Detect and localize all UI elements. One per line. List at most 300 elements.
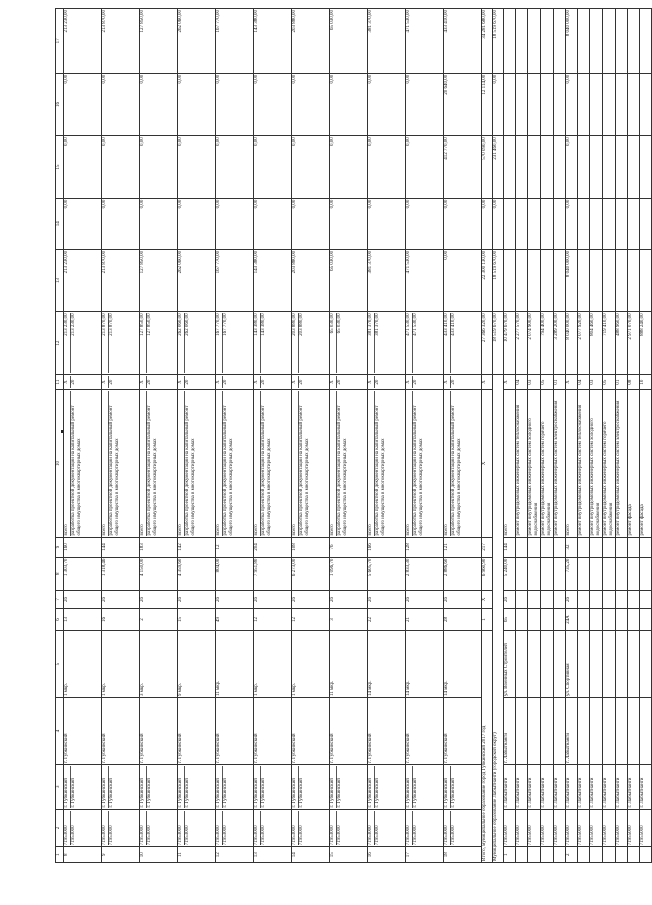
works-cell: ремонт внутридомовых инженерных систем теплоснабжения xyxy=(578,390,590,537)
total-value-cell: 1 xyxy=(482,608,493,630)
owners-cell: 0,00 xyxy=(566,73,578,135)
municipality-cell: г. Лабытнанги xyxy=(578,764,590,809)
cell-line: 71953000 xyxy=(254,825,259,846)
row-number-cell: 16 xyxy=(368,847,406,863)
total-value-cell: X xyxy=(482,374,493,390)
empty-cell xyxy=(541,9,554,74)
empty-cell xyxy=(541,608,554,630)
local-budget-cell: 0,00 xyxy=(330,136,368,198)
empty-cell xyxy=(603,537,616,557)
residents-cell: 108 xyxy=(292,537,330,557)
works-cell: ремонт внутридомовых инженерных систем холодного водоснабжения xyxy=(528,390,541,537)
oktmo-cell: 71955000 xyxy=(603,809,616,847)
table-row xyxy=(541,9,554,863)
cell-line: 167 770,00 xyxy=(222,313,229,372)
work-code-cell xyxy=(216,374,254,390)
owners-cell: 0,00 xyxy=(140,73,178,135)
total-label-cell: Муниципальное образование Лабытнанги (городской округ) xyxy=(493,374,504,862)
owners-cell: 0,00 xyxy=(216,73,254,135)
works-cell: ремонт фасада xyxy=(640,390,652,537)
cell-line: г. Губкинский xyxy=(330,778,335,808)
municipality-cell: г. Лабытнанги xyxy=(566,764,578,809)
cell-line: 20 xyxy=(146,376,153,389)
oktmo-cell xyxy=(64,809,102,847)
cost-cell: 2 077 920,00 xyxy=(578,312,590,374)
cost-cell xyxy=(292,312,330,374)
cell-line: 71953000 xyxy=(108,811,115,846)
cell-line: X xyxy=(64,380,69,384)
empty-cell xyxy=(640,847,652,863)
row-number-cell: 11 xyxy=(178,847,216,863)
empty-cell xyxy=(590,198,603,249)
works-cell xyxy=(444,390,482,537)
area-cell: 5 240,00 xyxy=(504,557,516,590)
column-7-cell: 2б xyxy=(444,591,482,609)
total-value-cell: 217 xyxy=(482,537,493,557)
empty-cell xyxy=(516,249,528,311)
empty-cell xyxy=(603,9,616,74)
area-cell: 5 605,70 xyxy=(368,557,406,590)
empty-cell xyxy=(628,9,640,74)
cell-line: X xyxy=(330,380,335,384)
works-cell: ремонт внутридомовых инженерных систем теплоснабжения xyxy=(516,390,528,537)
work-code-cell xyxy=(406,374,444,390)
oktmo-cell xyxy=(444,809,482,847)
oktmo-cell xyxy=(406,809,444,847)
works-cell xyxy=(406,390,444,537)
fund-cell: 213 230,00 xyxy=(64,249,102,311)
total-label-cell: Итого, муниципальное образование город Губкинский 2017 год xyxy=(482,631,493,863)
empty-cell xyxy=(541,698,554,765)
cell-line: 203 880,00 xyxy=(298,313,305,372)
total-value-cell: 0,00 xyxy=(482,198,493,249)
residents-cell: 142 xyxy=(178,537,216,557)
local-budget-cell: 0,00 xyxy=(406,136,444,198)
table-row xyxy=(603,9,616,863)
oktmo-cell xyxy=(254,809,292,847)
table-row xyxy=(628,9,640,863)
cell-line: всего xyxy=(368,524,373,536)
works-cell xyxy=(102,390,140,537)
budget-cell: 0,00 xyxy=(292,198,330,249)
empty-cell xyxy=(616,198,628,249)
cost-cell: 8 040 000,00 xyxy=(566,312,578,374)
house-number-cell: 12 xyxy=(292,608,330,630)
column-number-cell: 13 xyxy=(56,249,64,311)
residents-cell: 32 xyxy=(566,537,578,557)
table-row xyxy=(528,9,541,863)
house-number-cell: 22 xyxy=(368,608,406,630)
residents-cell: 144 xyxy=(102,537,140,557)
empty-cell xyxy=(628,847,640,863)
residents-cell: 121 xyxy=(444,537,482,557)
area-cell: 6 273,00 xyxy=(292,557,330,590)
cost-cell xyxy=(368,312,406,374)
table-row xyxy=(254,9,292,863)
total-value-cell: 34 281 680,00 xyxy=(482,9,493,74)
row-number-cell: 2 xyxy=(566,847,578,863)
row-total-cell: 127 850,00 xyxy=(140,9,178,74)
empty-cell xyxy=(516,136,528,198)
work-code-cell xyxy=(368,374,406,390)
house-number-cell: 15 xyxy=(178,608,216,630)
total-value-cell: 12 114,00 xyxy=(482,73,493,135)
municipality-cell: г. Лабытнанги xyxy=(516,764,528,809)
settlement-cell: г. Губкинский xyxy=(368,698,406,765)
cell-line: X xyxy=(444,380,449,384)
work-code-cell: 03 xyxy=(590,374,603,390)
empty-cell xyxy=(578,608,590,630)
budget-cell: 0,00 xyxy=(140,198,178,249)
empty-cell xyxy=(528,847,541,863)
works-cell xyxy=(368,390,406,537)
cost-cell: 2 971 070,00 xyxy=(628,312,640,374)
work-code-cell: 05 xyxy=(603,374,616,390)
table-row xyxy=(566,9,578,863)
table-row xyxy=(516,9,528,863)
empty-cell xyxy=(516,847,528,863)
empty-cell xyxy=(528,198,541,249)
cell-line: 71953000 xyxy=(216,825,221,846)
cell-line: 71953000 xyxy=(260,811,267,846)
empty-cell xyxy=(554,73,566,135)
column-number-cell: 12 xyxy=(56,312,64,374)
column-number-cell: 10 xyxy=(56,390,64,537)
cell-line: 71953000 xyxy=(330,825,335,846)
empty-cell xyxy=(640,198,652,249)
cell-line: разработка проектной документации на капитальный ремонт общего имущества в многоквартирных домах xyxy=(184,391,197,535)
oktmo-cell xyxy=(178,809,216,847)
row-total-cell: 262 060,00 xyxy=(178,9,216,74)
cell-line: 20 xyxy=(222,376,229,389)
row-total-cell: 433 410,00 xyxy=(444,9,482,74)
municipality-cell xyxy=(140,764,178,809)
empty-cell xyxy=(603,847,616,863)
empty-cell xyxy=(616,608,628,630)
empty-cell xyxy=(590,557,603,590)
empty-cell xyxy=(616,631,628,698)
cell-line: 20 xyxy=(184,376,191,389)
work-code-cell xyxy=(64,374,102,390)
fund-cell: 8 040 000,00 xyxy=(566,249,578,311)
cell-line: г. Губкинский xyxy=(298,766,305,808)
cell-line: разработка проектной документации на капитальный ремонт общего имущества в многоквартирных домах xyxy=(222,391,235,535)
rotated-table-wrapper xyxy=(55,8,643,863)
cell-line: 127 850,00 xyxy=(140,313,145,336)
municipality-cell xyxy=(406,764,444,809)
empty-cell xyxy=(504,136,516,198)
row-total-cell: 381 370,00 xyxy=(368,9,406,74)
column-7-cell: 2б xyxy=(140,591,178,609)
owners-cell: 0,00 xyxy=(254,73,292,135)
cell-line: 262 060,00 xyxy=(178,313,183,336)
work-code-cell: 03 xyxy=(528,374,541,390)
row-total-cell: 143 380,00 xyxy=(254,9,292,74)
cell-line: г. Губкинский xyxy=(146,766,153,808)
works-cell xyxy=(64,390,102,537)
empty-cell xyxy=(504,9,516,74)
total-value-cell: 0,00 xyxy=(493,198,504,249)
budget-cell: 0,00 xyxy=(330,198,368,249)
local-budget-cell: 0,00 xyxy=(64,136,102,198)
row-total-cell: 213 870,00 xyxy=(102,9,140,74)
residents-cell: 183 xyxy=(140,537,178,557)
cell-line: 71953000 xyxy=(412,811,419,846)
municipality-cell xyxy=(254,764,292,809)
owners-cell: 0,00 xyxy=(292,73,330,135)
works-cell: всего xyxy=(566,390,578,537)
column-7-cell: 2б xyxy=(178,591,216,609)
cell-line: г. Губкинский xyxy=(64,778,69,808)
fund-cell: 143 380,00 xyxy=(254,249,292,311)
table-row xyxy=(292,9,330,863)
municipality-cell xyxy=(178,764,216,809)
fund-cell: 0,00 xyxy=(444,249,482,311)
empty-cell xyxy=(554,557,566,590)
cell-line: 71953000 xyxy=(292,825,297,846)
empty-cell xyxy=(516,198,528,249)
cost-cell xyxy=(140,312,178,374)
local-budget-cell: 0,00 xyxy=(102,136,140,198)
total-value-cell: 570 090,00 xyxy=(482,136,493,198)
row-number-cell: 1 xyxy=(504,847,516,863)
fund-cell: 167 770,00 xyxy=(216,249,254,311)
cost-cell xyxy=(178,312,216,374)
empty-cell xyxy=(603,73,616,135)
house-number-cell: 13 xyxy=(64,608,102,630)
cell-line: 20 xyxy=(108,376,115,389)
empty-cell xyxy=(603,249,616,311)
column-number-cell: 8 xyxy=(56,557,64,590)
total-value-cell: X xyxy=(482,390,493,537)
fund-cell: 262 060,00 xyxy=(178,249,216,311)
work-code-cell xyxy=(140,374,178,390)
table-row xyxy=(640,9,652,863)
empty-cell xyxy=(554,591,566,609)
empty-cell xyxy=(541,73,554,135)
address-cell: ул. Военных Строителей xyxy=(504,631,516,698)
cell-line: г. Губкинский xyxy=(222,766,229,808)
works-cell: ремонт фасада xyxy=(628,390,640,537)
empty-cell xyxy=(578,136,590,198)
empty-cell xyxy=(578,9,590,74)
works-cell: ремонт внутридомовых инженерных систем электроснабжения xyxy=(616,390,628,537)
column-number-cell: 4 xyxy=(56,698,64,765)
row-total-cell: 8 040 000,00 xyxy=(566,9,578,74)
cell-line: всего xyxy=(254,524,259,536)
budget-cell: 0,00 xyxy=(64,198,102,249)
works-cell xyxy=(330,390,368,537)
cost-cell xyxy=(64,312,102,374)
empty-cell xyxy=(504,198,516,249)
works-cell: ремонт внутридомовых инженерных систем горячего водоснабжения xyxy=(603,390,616,537)
settlement-cell: г. Губкинский xyxy=(216,698,254,765)
cell-line: г. Губкинский xyxy=(412,766,419,808)
table-row xyxy=(578,9,590,863)
municipality-cell: г. Лабытнанги xyxy=(603,764,616,809)
table-row xyxy=(368,9,406,863)
cell-line: 71953000 xyxy=(444,825,449,846)
empty-cell xyxy=(554,136,566,198)
empty-cell xyxy=(528,73,541,135)
cell-line: 71953000 xyxy=(374,811,381,846)
address-cell: 9 мкр. xyxy=(178,631,216,698)
municipality-cell: г. Лабытнанги xyxy=(528,764,541,809)
cell-line: 71953000 xyxy=(406,825,411,846)
table-row xyxy=(504,9,516,863)
empty-cell xyxy=(578,631,590,698)
cell-line: разработка проектной документации на капитальный ремонт общего имущества в многоквартирных домах xyxy=(70,391,83,535)
empty-cell xyxy=(541,249,554,311)
house-number-cell: 16 xyxy=(102,608,140,630)
empty-cell xyxy=(603,198,616,249)
cell-line: 433 410,00 xyxy=(450,313,457,372)
column-7-cell: 2б xyxy=(504,591,516,609)
empty-cell xyxy=(578,198,590,249)
empty-cell xyxy=(554,608,566,630)
total-value-cell: 18 519 670,00 xyxy=(493,9,504,74)
municipality-cell: г. Лабытнанги xyxy=(616,764,628,809)
cell-line: всего xyxy=(102,524,107,536)
area-cell: 2 833,30 xyxy=(406,557,444,590)
empty-cell xyxy=(528,591,541,609)
empty-cell xyxy=(528,631,541,698)
work-code-cell xyxy=(330,374,368,390)
oktmo-cell: 71955000 xyxy=(516,809,528,847)
column-7-cell: 2б xyxy=(330,591,368,609)
cell-line: 213 870,00 xyxy=(108,313,115,372)
table-row xyxy=(554,9,566,863)
row-number-cell: 18 xyxy=(444,847,482,863)
empty-cell xyxy=(590,631,603,698)
oktmo-cell xyxy=(140,809,178,847)
empty-cell xyxy=(590,698,603,765)
empty-cell xyxy=(628,698,640,765)
works-cell xyxy=(254,390,292,537)
address-cell: 14 мкр. xyxy=(368,631,406,698)
cell-line: разработка проектной документации на капитальный ремонт общего имущества в многоквартирных домах xyxy=(336,391,349,535)
residents-cell: 12 xyxy=(216,537,254,557)
row-total-cell: 167 770,00 xyxy=(216,9,254,74)
house-number-cell: 12 xyxy=(254,608,292,630)
column-number-cell: 1 xyxy=(56,847,64,863)
empty-cell xyxy=(578,537,590,557)
works-cell xyxy=(292,390,330,537)
empty-cell xyxy=(578,73,590,135)
settlement-cell: г. Лабытнанги xyxy=(504,698,516,765)
cell-line: 71953000 xyxy=(222,811,229,846)
cost-cell: 719 410,00 xyxy=(603,312,616,374)
address-cell: 1 мкр. xyxy=(102,631,140,698)
cell-line: г. Губкинский xyxy=(254,778,259,808)
owners-cell: 0,00 xyxy=(64,73,102,135)
municipality-cell xyxy=(444,764,482,809)
house-number-cell: 3 xyxy=(330,608,368,630)
empty-cell xyxy=(616,136,628,198)
column-7-cell: 2б xyxy=(254,591,292,609)
residents-cell: 166 xyxy=(368,537,406,557)
column-number-cell: 7 xyxy=(56,591,64,609)
cell-line: всего xyxy=(64,524,69,536)
column-number-cell: 5 xyxy=(56,631,64,698)
address-cell: 1 мкр. xyxy=(292,631,330,698)
empty-cell xyxy=(628,73,640,135)
budget-cell: 0,00 xyxy=(406,198,444,249)
cost-cell xyxy=(330,312,368,374)
budget-cell: 0,00 xyxy=(216,198,254,249)
municipality-cell xyxy=(292,764,330,809)
cell-line: г. Губкинский xyxy=(184,766,191,808)
oktmo-cell xyxy=(368,809,406,847)
area-cell: 735,20 xyxy=(566,557,578,590)
total-value-cell: 0,00 xyxy=(493,73,504,135)
cell-line: всего xyxy=(444,524,449,536)
area-cell: 804,00 xyxy=(216,557,254,590)
fund-cell: 213 870,00 xyxy=(102,249,140,311)
empty-cell xyxy=(590,591,603,609)
empty-cell xyxy=(603,608,616,630)
column-number-cell: 16 xyxy=(56,73,64,135)
cell-line: разработка проектной документации на капитальный ремонт общего имущества в многоквартирных домах xyxy=(146,391,159,535)
owners-cell: 0,00 xyxy=(102,73,140,135)
oktmo-cell: 71955000 xyxy=(504,809,516,847)
fund-cell: 65 030,00 xyxy=(330,249,368,311)
cell-line: 20 xyxy=(298,376,305,389)
area-cell: 4 359,60 xyxy=(178,557,216,590)
budget-cell: 0,00 xyxy=(102,198,140,249)
table-row xyxy=(216,9,254,863)
empty-cell xyxy=(541,557,554,590)
empty-cell xyxy=(628,537,640,557)
row-total-cell: 213 230,00 xyxy=(64,9,102,74)
empty-cell xyxy=(628,591,640,609)
empty-cell xyxy=(516,608,528,630)
oktmo-cell: 71955000 xyxy=(554,809,566,847)
empty-cell xyxy=(603,698,616,765)
total-value-cell: 18 519 670,00 xyxy=(493,249,504,311)
empty-cell xyxy=(628,136,640,198)
area-cell: 1 303,70 xyxy=(64,557,102,590)
work-code-cell: X xyxy=(504,374,516,390)
municipality-cell: г. Лабытнанги xyxy=(640,764,652,809)
house-number-cell: 2 xyxy=(140,608,178,630)
cell-line: 71953000 xyxy=(298,811,305,846)
row-total-cell: 65 030,00 xyxy=(330,9,368,74)
cell-line: разработка проектной документации на капитальный ремонт общего имущества в многоквартирных домах xyxy=(412,391,425,535)
cell-line: 71953000 xyxy=(368,825,373,846)
fund-cell: 471 530,00 xyxy=(406,249,444,311)
column-number-cell: 11 xyxy=(56,374,64,390)
oktmo-cell xyxy=(292,809,330,847)
empty-cell xyxy=(640,591,652,609)
empty-cell xyxy=(590,9,603,74)
cost-cell: 3 289 200,00 xyxy=(554,312,566,374)
empty-cell xyxy=(590,537,603,557)
municipality-cell: г. Лабытнанги xyxy=(504,764,516,809)
local-budget-cell: 0,00 xyxy=(140,136,178,198)
table-body xyxy=(56,9,652,863)
cell-line: 203 880,00 xyxy=(292,313,297,336)
cell-line: 20 xyxy=(336,376,343,389)
municipality-cell xyxy=(64,764,102,809)
owners-cell: 0,00 xyxy=(406,73,444,135)
cell-line: г. Губкинский xyxy=(292,778,297,808)
empty-cell xyxy=(616,698,628,765)
cell-line: 71953000 xyxy=(70,811,77,846)
cell-line: г. Губкинский xyxy=(368,778,373,808)
empty-cell xyxy=(578,557,590,590)
empty-cell xyxy=(640,136,652,198)
